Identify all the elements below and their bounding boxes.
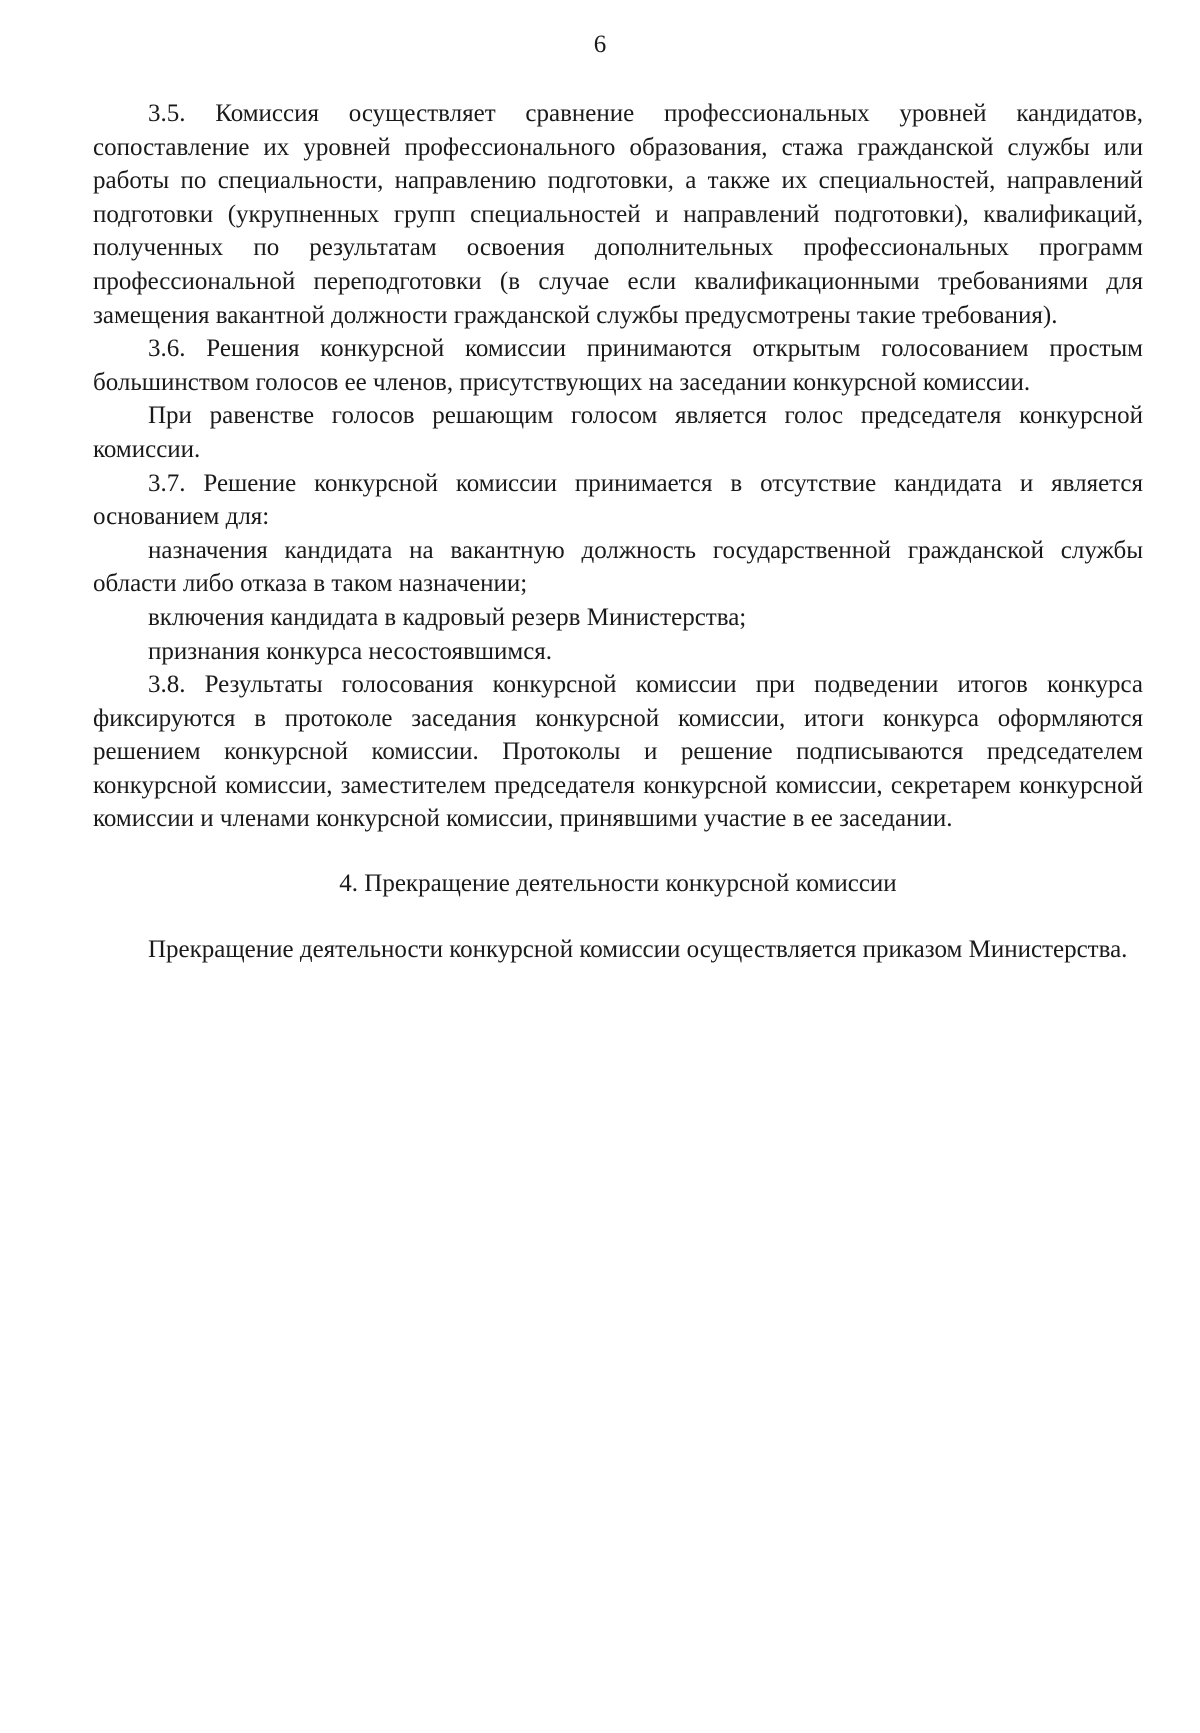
paragraph-3-7-item-reserve: включения кандидата в кадровый резерв Министерства; (148, 603, 747, 631)
paragraph-3-8: 3.8. Результаты голосования конкурсной комиссии при подведении итогов конкурса фиксируются в протоколе заседания конкурсной комиссии, итоги конкурса оформляются решением конкурсной комиссии. Протоколы и решение подписываются председателем конкурсной комиссии, заместителем председателя конкурсной комиссии, секретарем конкурсной комиссии и членами конкурсной комиссии, принявшими участие в ее заседании. (93, 671, 1143, 833)
document-body (93, 97, 1143, 966)
page-number: 6 (593, 31, 607, 58)
section-4-heading: 4. Прекращение деятельности конкурсной комиссии (339, 870, 897, 898)
paragraph-3-6-tie-vote: При равенстве голосов решающим голосом является голос председателя конкурсной комиссии. (93, 402, 1143, 463)
paragraph-3-6: 3.6. Решения конкурсной комиссии принимаются открытым голосованием простым большинством голосов ее членов, присутствующих на заседании конкурсной комиссии. (93, 335, 1143, 396)
paragraph-3-7-item-appointment: назначения кандидата на вакантную должность государственной гражданской службы области либо отказа в таком назначении; (93, 536, 1143, 598)
paragraph-4: Прекращение деятельности конкурсной комиссии осуществляется приказом Министерства. (148, 935, 1128, 963)
paragraph-3-5: 3.5. Комиссия осуществляет сравнение профессиональных уровней кандидатов, сопоставление их уровней профессионального образования, стажа гражданской службы или работы по специальности, направлению подготовки, а также их специальностей, направлений подготовки (укрупненных групп специальностей и направлений подготовки), квалификаций, полученных по результатам освоения дополнительных профессиональных программ профессиональной переподготовки (в случае если квалификационными требованиями для замещения вакантной должности гражданской службы предусмотрены такие требования). (93, 100, 1143, 329)
paragraph-3-7: 3.7. Решение конкурсной комиссии принимается в отсутствие кандидата и является основанием для: (93, 469, 1143, 531)
paragraph-3-7-item-failed: признания конкурса несостоявшимся. (148, 637, 553, 665)
